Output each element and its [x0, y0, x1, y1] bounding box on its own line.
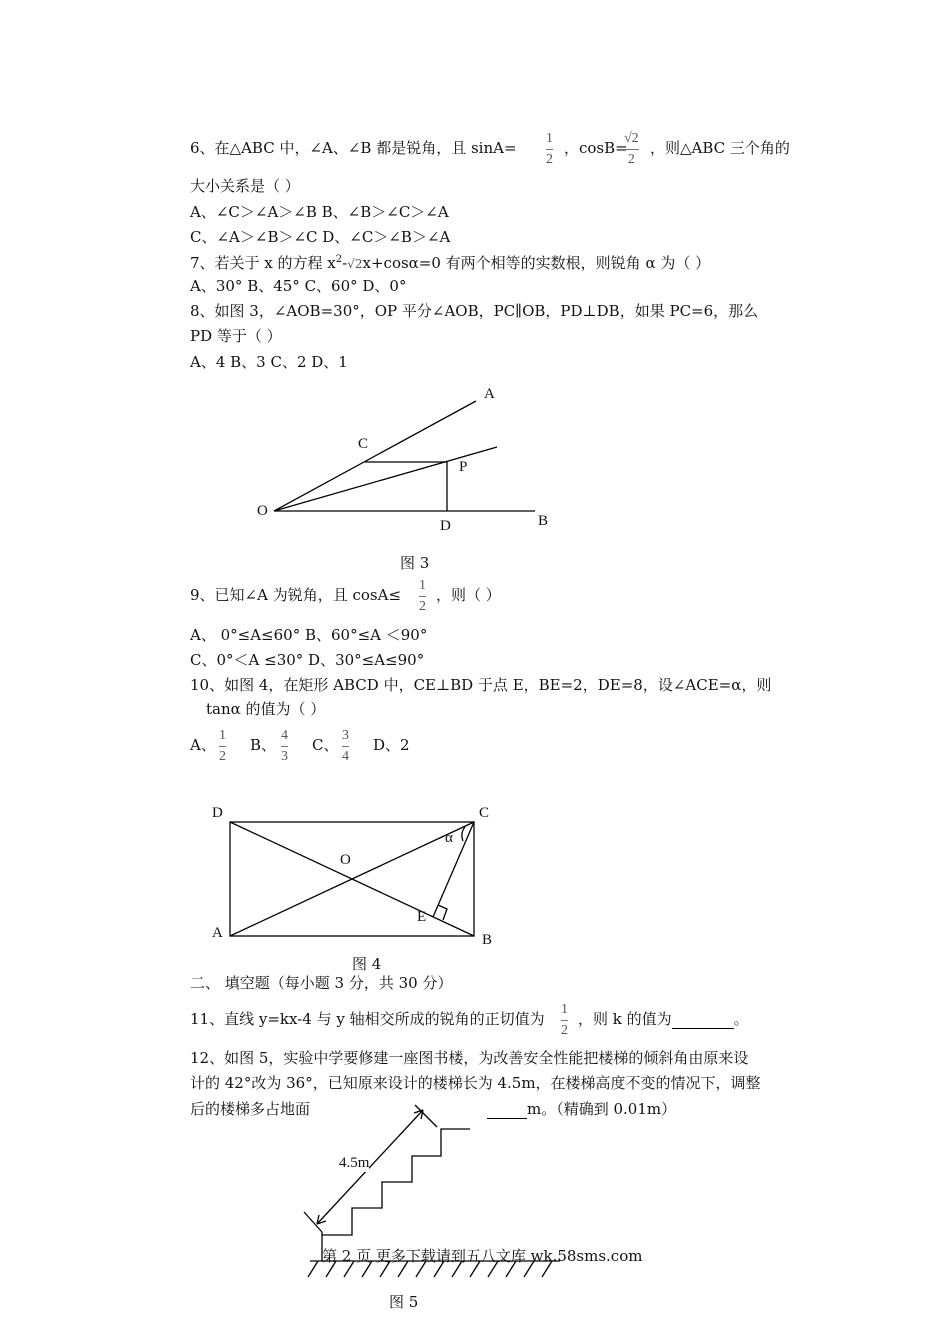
q10-line1: 10、如图 4，在矩形 ABCD 中，CE⊥BD 于点 E，BE=2，DE=8，设∠ACE=α，则 — [190, 676, 772, 694]
q9-num: 1 — [419, 578, 426, 593]
q7-options: A、30° B、45° C、60° D、0° — [190, 277, 407, 295]
q6-cosB-fraction — [624, 130, 639, 169]
section-2-heading: 二、 填空题（每小题 3 分，共 30 分） — [190, 974, 453, 992]
q6-options-cd: C、∠A＞∠B＞∠C D、∠C＞∠B＞∠A — [190, 228, 451, 246]
q9-pre: 9、已知∠A 为锐角，且 cosA≤ — [190, 586, 402, 604]
q6-sinA-fraction — [546, 130, 553, 169]
q7-post: x+cosα=0 有两个相等的实数根，则锐角 α 为（ ） — [362, 254, 711, 272]
fig5-staircase — [322, 1129, 470, 1235]
fig5-dimension-line — [317, 1110, 423, 1224]
fig3-label-C: C — [358, 436, 369, 452]
q6-cosB-num: √2 — [624, 131, 639, 146]
fig5-arrowhead-bottom — [317, 1215, 326, 1224]
q11-answer-blank[interactable] — [672, 1010, 734, 1029]
fig4-angle-arc — [462, 827, 465, 841]
q7-pre: 7、若关于 x 的方程 x — [190, 254, 336, 272]
q6-sinA-den: 2 — [546, 152, 553, 167]
q10-a-fraction — [219, 727, 226, 766]
fig3-label-A: A — [484, 386, 495, 402]
fig4-segment-CE — [433, 822, 474, 917]
q9-fraction — [419, 577, 426, 616]
q11-pre: 11、直线 y=kx-4 与 y 轴相交所成的锐角的正切值为 — [190, 1010, 545, 1028]
q8-line1: 8、如图 3，∠AOB=30°，OP 平分∠AOB，PC∥OB，PD⊥DB，如果 PC=6，那么 — [190, 302, 759, 320]
fig4-label-C: C — [479, 805, 490, 821]
fig3-label-O: O — [257, 503, 268, 519]
q10-option-a: A、 — [190, 736, 216, 754]
fig5-tick-top — [415, 1105, 437, 1127]
q12-answer-blank[interactable] — [487, 1100, 527, 1119]
fig3-label-B: B — [538, 513, 549, 529]
q12-unit: m。（精确到 0.01m） — [527, 1100, 677, 1118]
fig3-label-P: P — [459, 459, 468, 475]
fig4-caption: 图 4 — [352, 955, 382, 973]
q10-c-fraction — [342, 727, 349, 766]
fig3-label-D: D — [440, 518, 451, 534]
fig4-rectangle-ABCD — [230, 822, 474, 936]
page-footer: 第 2 页 更多下载请到五八文库 wk.58sms.com — [322, 1247, 643, 1265]
q11-post: ，则 k 的值为 — [578, 1010, 672, 1028]
q8-line2: PD 等于（ ） — [190, 327, 282, 345]
fig5-caption: 图 5 — [389, 1293, 419, 1311]
q6-sinA-num: 1 — [546, 131, 553, 146]
fig4-diagonal-AC — [230, 822, 474, 936]
fig4-label-alpha: α — [445, 830, 453, 846]
q10-line2: tanα 的值为（ ） — [206, 700, 326, 718]
q10-c-den: 4 — [342, 749, 349, 764]
q11-num: 1 — [561, 1002, 568, 1017]
fig4-label-B: B — [482, 932, 493, 948]
q10-a-den: 2 — [219, 749, 226, 764]
q10-option-b: B、 — [250, 736, 277, 754]
q6-pre: 6、在△ABC 中，∠A、∠B 都是锐角，且 sinA= — [190, 139, 517, 157]
q12-line1: 12、如图 5，实验中学要修建一座图书楼，为改善安全性能把楼梯的倾斜角由原来设 — [190, 1049, 749, 1067]
q7-sup: 2 — [335, 254, 343, 265]
fig3-ray-OA — [274, 401, 476, 511]
q12-line2: 计的 42°改为 36°，已知原来设计的楼梯长为 4.5m，在楼梯高度不变的情况下，调整 — [190, 1074, 761, 1092]
q8-options: A、4 B、3 C、2 D、1 — [190, 353, 348, 371]
q7-line — [190, 251, 710, 273]
fig4-label-E: E — [417, 909, 427, 925]
q6-line2: 大小关系是（ ） — [190, 177, 300, 195]
q11-post-line — [578, 1010, 749, 1029]
q10-option-d: D、2 — [373, 736, 410, 754]
q10-b-fraction — [281, 727, 288, 766]
q9-post: ，则（ ） — [436, 586, 501, 604]
q12-answer-line — [487, 1100, 676, 1119]
fig4-diagonal-BD — [230, 822, 474, 936]
q6-post: ，则△ABC 三个角的 — [650, 139, 790, 157]
q10-a-num: 1 — [219, 728, 226, 743]
q11-den: 2 — [561, 1023, 568, 1038]
q7-mid: - — [342, 254, 348, 272]
q10-b-num: 4 — [281, 728, 288, 743]
fig5-arrowhead-top — [414, 1110, 423, 1119]
q7-sqrt: √2 — [347, 257, 363, 271]
q9-options-cd: C、0°＜A ≤30° D、30°≤A≤90° — [190, 651, 425, 669]
q11-fraction — [561, 1001, 568, 1040]
fig4-label-O: O — [340, 852, 351, 868]
fig3-ray-OP — [274, 447, 497, 511]
q9-den: 2 — [419, 599, 426, 614]
fig4-label-A: A — [212, 925, 223, 941]
q6-line1 — [190, 139, 517, 157]
q9-options-ab: A、 0°≤A≤60° B、60°≤A ＜90° — [190, 626, 428, 644]
q6-options-ab: A、∠C＞∠A＞∠B B、∠B＞∠C＞∠A — [190, 203, 449, 221]
q10-b-den: 3 — [281, 749, 288, 764]
fig5-tick-bottom — [304, 1212, 322, 1232]
q11-end: 。 — [733, 1010, 749, 1028]
q6-cosB-den: 2 — [627, 152, 635, 167]
q6-mid: ，cosB= — [564, 139, 628, 157]
q12-line3: 后的楼梯多占地面 — [190, 1100, 311, 1118]
fig5-length-label: 4.5m — [339, 1155, 370, 1171]
q10-option-c: C、 — [312, 736, 339, 754]
fig3-caption: 图 3 — [400, 554, 430, 572]
q10-c-num: 3 — [342, 728, 349, 743]
fig4-label-D: D — [212, 805, 223, 821]
fig4-right-angle-mark — [438, 905, 447, 920]
